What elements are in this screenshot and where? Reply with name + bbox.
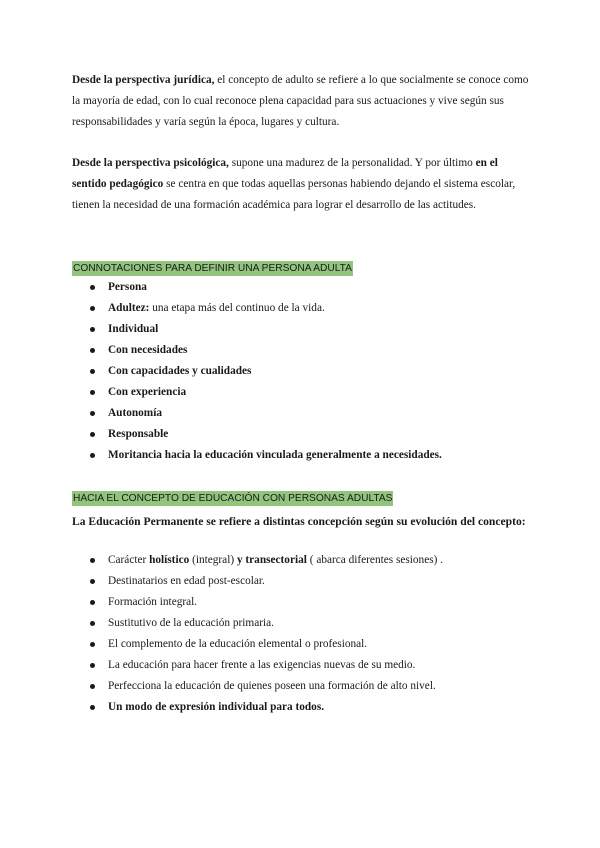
bullet-icon — [90, 411, 95, 416]
list-item: Un modo de expresión individual para todos. — [90, 697, 443, 718]
list-item: Perfecciona la educación de quienes poseen una formación de alto nivel. — [90, 676, 443, 697]
list-item: Moritancia hacia la educación vinculada generalmente a necesidades. — [90, 445, 442, 466]
list-item: Formación integral. — [90, 592, 443, 613]
section-heading-educacion: HACIA EL CONCEPTO DE EDUCACIÓN CON PERSONAS ADULTAS — [73, 493, 393, 504]
bullet-icon — [90, 348, 95, 353]
bullet-icon — [90, 432, 95, 437]
bullet-icon — [90, 453, 95, 458]
list-item: Destinatarios en edad post-escolar. — [90, 571, 443, 592]
bullet-icon — [90, 663, 95, 668]
paragraph-juridica — [72, 70, 530, 133]
bullet-icon — [90, 390, 95, 395]
bullet-icon — [90, 369, 95, 374]
list-item: Con capacidades y cualidades — [90, 361, 442, 382]
bullet-icon — [90, 705, 95, 710]
section-heading-connotaciones: CONNOTACIONES PARA DEFINIR UNA PERSONA ADULTA — [73, 263, 352, 274]
paragraph-psicologica — [72, 153, 530, 216]
list-item: La educación para hacer frente a las exigencias nuevas de su medio. — [90, 655, 443, 676]
connotaciones-list — [90, 277, 442, 466]
list-item: Con experiencia — [90, 382, 442, 403]
list-item: Sustitutivo de la educación primaria. — [90, 613, 443, 634]
paragraph-psicologica-lead: Desde la perspectiva psicológica, — [72, 157, 229, 169]
section-subheading: La Educación Permanente se refiere a distintas concepción según su evolución del concepto: — [72, 515, 526, 528]
bullet-icon — [90, 285, 95, 290]
list-item: Con necesidades — [90, 340, 442, 361]
bullet-icon — [90, 600, 95, 605]
bullet-icon — [90, 642, 95, 647]
paragraph-pedagogico-lead: en el sentido pedagógico — [72, 157, 498, 190]
paragraph-pedagogico-text: se centra en que todas aquellas personas habiendo dejando el sistema escolar, tienen la necesidad de una formación académica para lograr el desarrollo de las actitudes. — [72, 178, 516, 211]
bullet-icon — [90, 621, 95, 626]
list-item: Responsable — [90, 424, 442, 445]
list-item: Carácter holístico (integral) y transectorial ( abarca diferentes sesiones) . — [90, 550, 443, 571]
list-item: Persona — [90, 277, 442, 298]
bullet-icon — [90, 684, 95, 689]
paragraph-juridica-lead: Desde la perspectiva jurídica, — [72, 74, 215, 86]
list-item: El complemento de la educación elemental o profesional. — [90, 634, 443, 655]
bullet-icon — [90, 306, 95, 311]
bullet-icon — [90, 579, 95, 584]
educacion-list — [90, 550, 443, 718]
list-item: Autonomía — [90, 403, 442, 424]
bullet-icon — [90, 558, 95, 563]
list-item: Adultez: una etapa más del continuo de la vida. — [90, 298, 442, 319]
bullet-icon — [90, 327, 95, 332]
paragraph-juridica-text: el concepto de adulto se refiere a lo que socialmente se conoce como la mayoría de edad, con lo cual reconoce plena capacidad para sus actuaciones y vive según sus responsabilidades y varía según la época, lugares y cultura. — [72, 74, 529, 128]
list-item: Individual — [90, 319, 442, 340]
paragraph-psicologica-text: supone una madurez de la personalidad. Y por último — [228, 157, 476, 169]
